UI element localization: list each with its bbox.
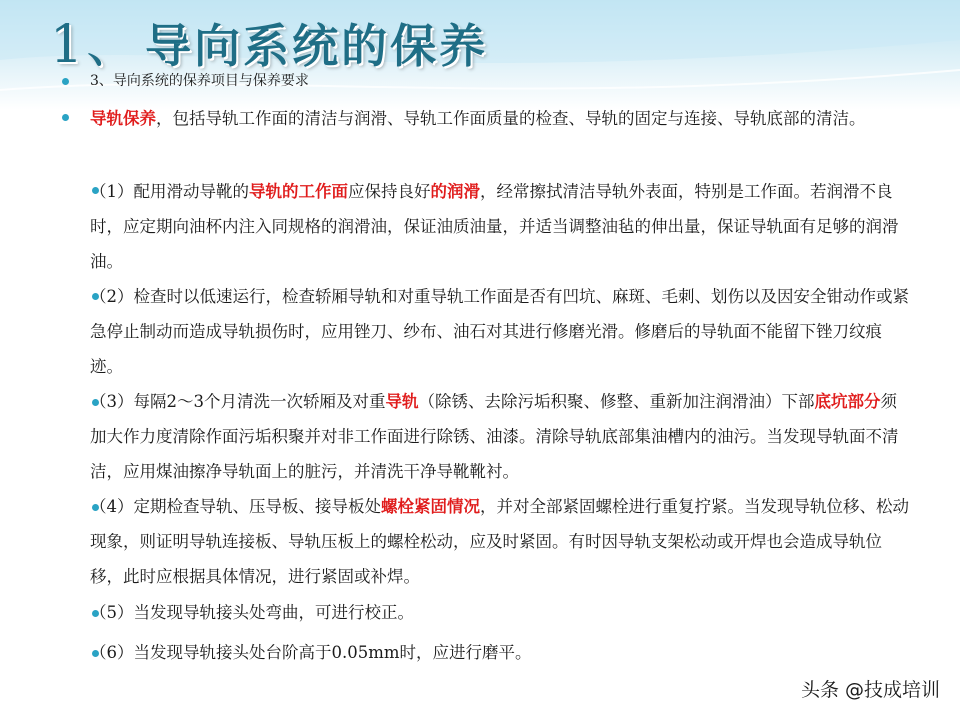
item-text: （5）当发现导轨接头处弯曲，可进行校正。 bbox=[90, 603, 414, 622]
item-text: ，经常擦拭清洁导轨外表面，特别是工作面。若润滑不良时，应定期向油杯内注入同规格的润滑油，保证油质油量，并适当调整油毡的伸出量，保证导轨面有足够的润滑油。 bbox=[90, 182, 899, 271]
item-text: （4）定期检查导轨、压导板、接导板处 bbox=[90, 497, 381, 516]
item-text: 须加大作力度清除作面污垢积聚并对非工作面进行除锈、油漆。清除导轨底部集油槽内的油污。当发现导轨面不清洁，应用煤油擦净导轨面上的脏污，并清洗干净导靴靴衬。 bbox=[90, 392, 899, 481]
list-item-2 bbox=[90, 174, 910, 279]
page-title bbox=[50, 2, 489, 75]
list-item-7 bbox=[90, 635, 910, 670]
item-text: （3）每隔2～3个月清洗一次轿厢及对重 bbox=[90, 392, 386, 411]
list-item-6 bbox=[90, 595, 910, 630]
title-text: 导向系统的保养 bbox=[145, 19, 489, 73]
item-text: （1）配用滑动导靴的 bbox=[90, 182, 249, 201]
item-text: ，包括导轨工作面的清洁与润滑、导轨工作面质量的检查、导轨的固定与连接、导轨底部的清洁。 bbox=[156, 109, 866, 128]
bullet-icon bbox=[62, 114, 69, 121]
list-item-3 bbox=[90, 279, 910, 384]
highlight-text: 底坑部分 bbox=[814, 392, 881, 411]
watermark: 头条 @技成培训 bbox=[800, 679, 940, 701]
item-text: （除锈、去除污垢积聚、修整、重新加注润滑油）下部 bbox=[418, 392, 815, 411]
item-text: 3、导向系统的保养项目与保养要求 bbox=[90, 73, 309, 89]
item-text: 应保持良好 bbox=[348, 182, 431, 201]
highlight-text: 导轨 bbox=[385, 392, 419, 411]
highlight-text: 螺栓紧固情况 bbox=[381, 497, 480, 516]
list-item-1 bbox=[90, 101, 910, 136]
bullet-icon bbox=[62, 78, 69, 85]
list-item-4 bbox=[90, 384, 910, 489]
highlight-text: 导轨的工作面 bbox=[249, 182, 348, 201]
item-text: （2）检查时以低速运行，检查轿厢导轨和对重导轨工作面是否有凹坑、麻斑、毛刺、划伤以及因安全钳动作或紧急停止制动而造成导轨损伤时，应用锉刀、纱布、油石对其进行修磨光滑。修磨后的导轨面不能留下锉刀纹痕迹。 bbox=[90, 287, 909, 376]
list-item-0 bbox=[90, 70, 910, 92]
item-text: （6）当发现导轨接头处台阶高于0.05mm时，应进行磨平。 bbox=[90, 643, 532, 662]
title-number: 1、 bbox=[50, 15, 142, 75]
highlight-text: 导轨保养 bbox=[90, 109, 156, 128]
highlight-text: 的润滑 bbox=[430, 182, 480, 201]
list-item-5 bbox=[90, 489, 910, 594]
item-text: ，并对全部紧固螺栓进行重复拧紧。当发现导轨位移、松动现象，则证明导轨连接板、导轨压板上的螺栓松动，应及时紧固。有时因导轨支架松动或开焊也会造成导轨位移，此时应根据具体情况，进行紧固或补焊。 bbox=[90, 497, 909, 586]
